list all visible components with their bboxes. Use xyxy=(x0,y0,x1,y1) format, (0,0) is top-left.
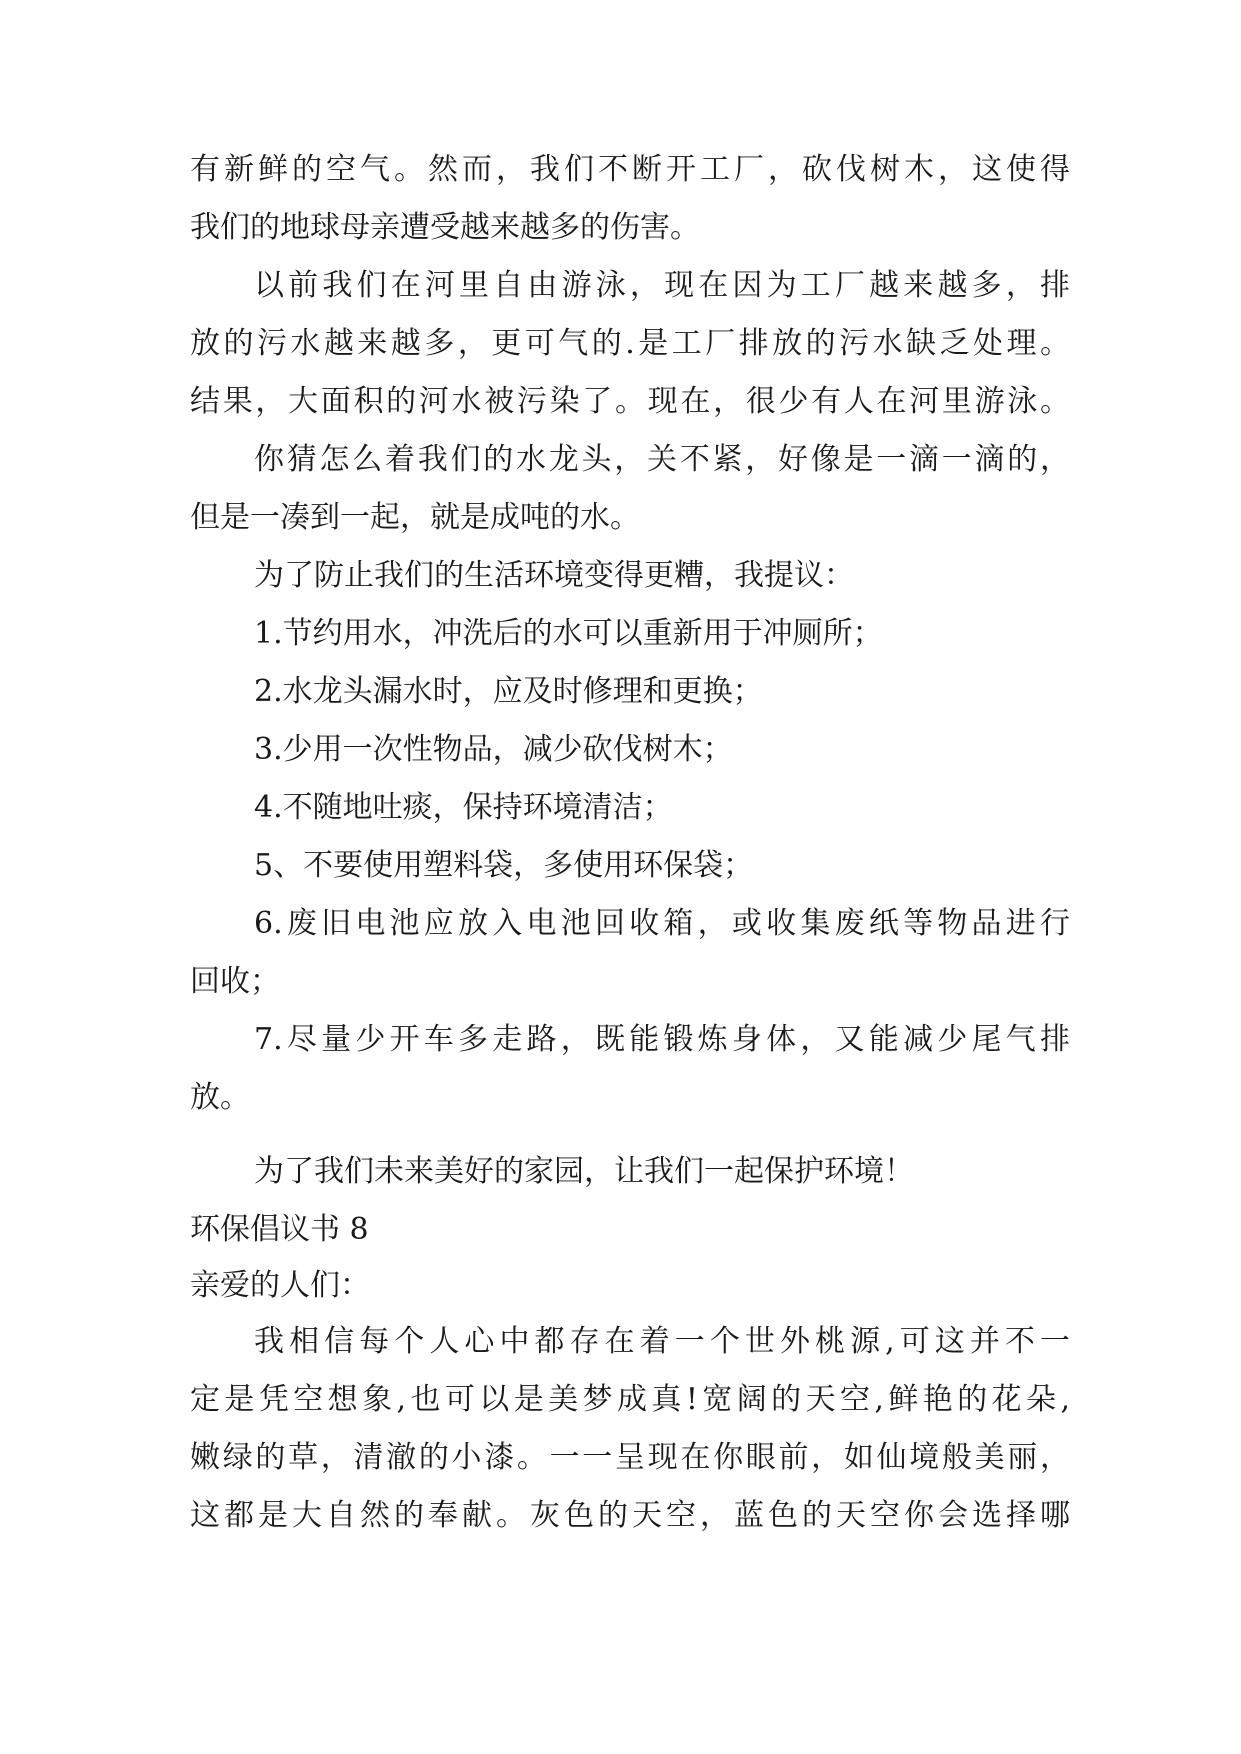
list-item: 1.节约用水，冲洗后的水可以重新用于冲厕所； xyxy=(254,616,883,651)
paragraph-line: 你猜怎么着我们的水龙头，关不紧，好像是一滴一滴的， xyxy=(254,442,1070,477)
paragraph-line: 嫩绿的草，清澈的小漆。一一呈现在你眼前，如仙境般美丽， xyxy=(190,1440,1070,1475)
paragraph-line: 有新鲜的空气。然而，我们不断开工厂，砍伐树木，这使得 xyxy=(190,152,1070,187)
list-item: 5、不要使用塑料袋，多使用环保袋； xyxy=(254,848,754,883)
list-item: 回收； xyxy=(190,964,280,999)
list-item: 6.废旧电池应放入电池回收箱，或收集废纸等物品进行 xyxy=(254,906,1070,941)
list-item: 放。 xyxy=(190,1080,250,1115)
paragraph-line: 以前我们在河里自由游泳，现在因为工厂越来越多，排 xyxy=(254,268,1070,303)
paragraph-line: 但是一凑到一起，就是成吨的水。 xyxy=(190,500,640,535)
section-title: 环保倡议书 8 xyxy=(190,1212,369,1247)
paragraph-line: 我们的地球母亲遭受越来越多的伤害。 xyxy=(190,210,700,245)
list-item: 3.少用一次性物品，减少砍伐树木； xyxy=(254,732,733,767)
list-item: 4.不随地吐痰，保持环境清洁； xyxy=(254,790,673,825)
paragraph-line: 为了我们未来美好的家园，让我们一起保护环境！ xyxy=(254,1154,914,1189)
paragraph-line: 这都是大自然的奉献。灰色的天空，蓝色的天空你会选择哪 xyxy=(190,1498,1070,1533)
paragraph-line: 我相信每个人心中都存在着一个世外桃源,可这并不一 xyxy=(254,1324,1070,1359)
paragraph-line: 放的污水越来越多，更可气的.是工厂排放的污水缺乏处理。 xyxy=(190,326,1070,361)
paragraph-line: 定是凭空想象,也可以是美梦成真!宽阔的天空,鲜艳的花朵, xyxy=(190,1382,1070,1417)
paragraph-line: 为了防止我们的生活环境变得更糟，我提议： xyxy=(254,558,854,593)
list-item: 7.尽量少开车多走路，既能锻炼身体，又能减少尾气排 xyxy=(254,1022,1070,1057)
list-item: 2.水龙头漏水时，应及时修理和更换； xyxy=(254,674,763,709)
paragraph-line: 结果，大面积的河水被污染了。现在，很少有人在河里游泳。 xyxy=(190,384,1070,419)
salutation: 亲爱的人们： xyxy=(190,1268,370,1303)
